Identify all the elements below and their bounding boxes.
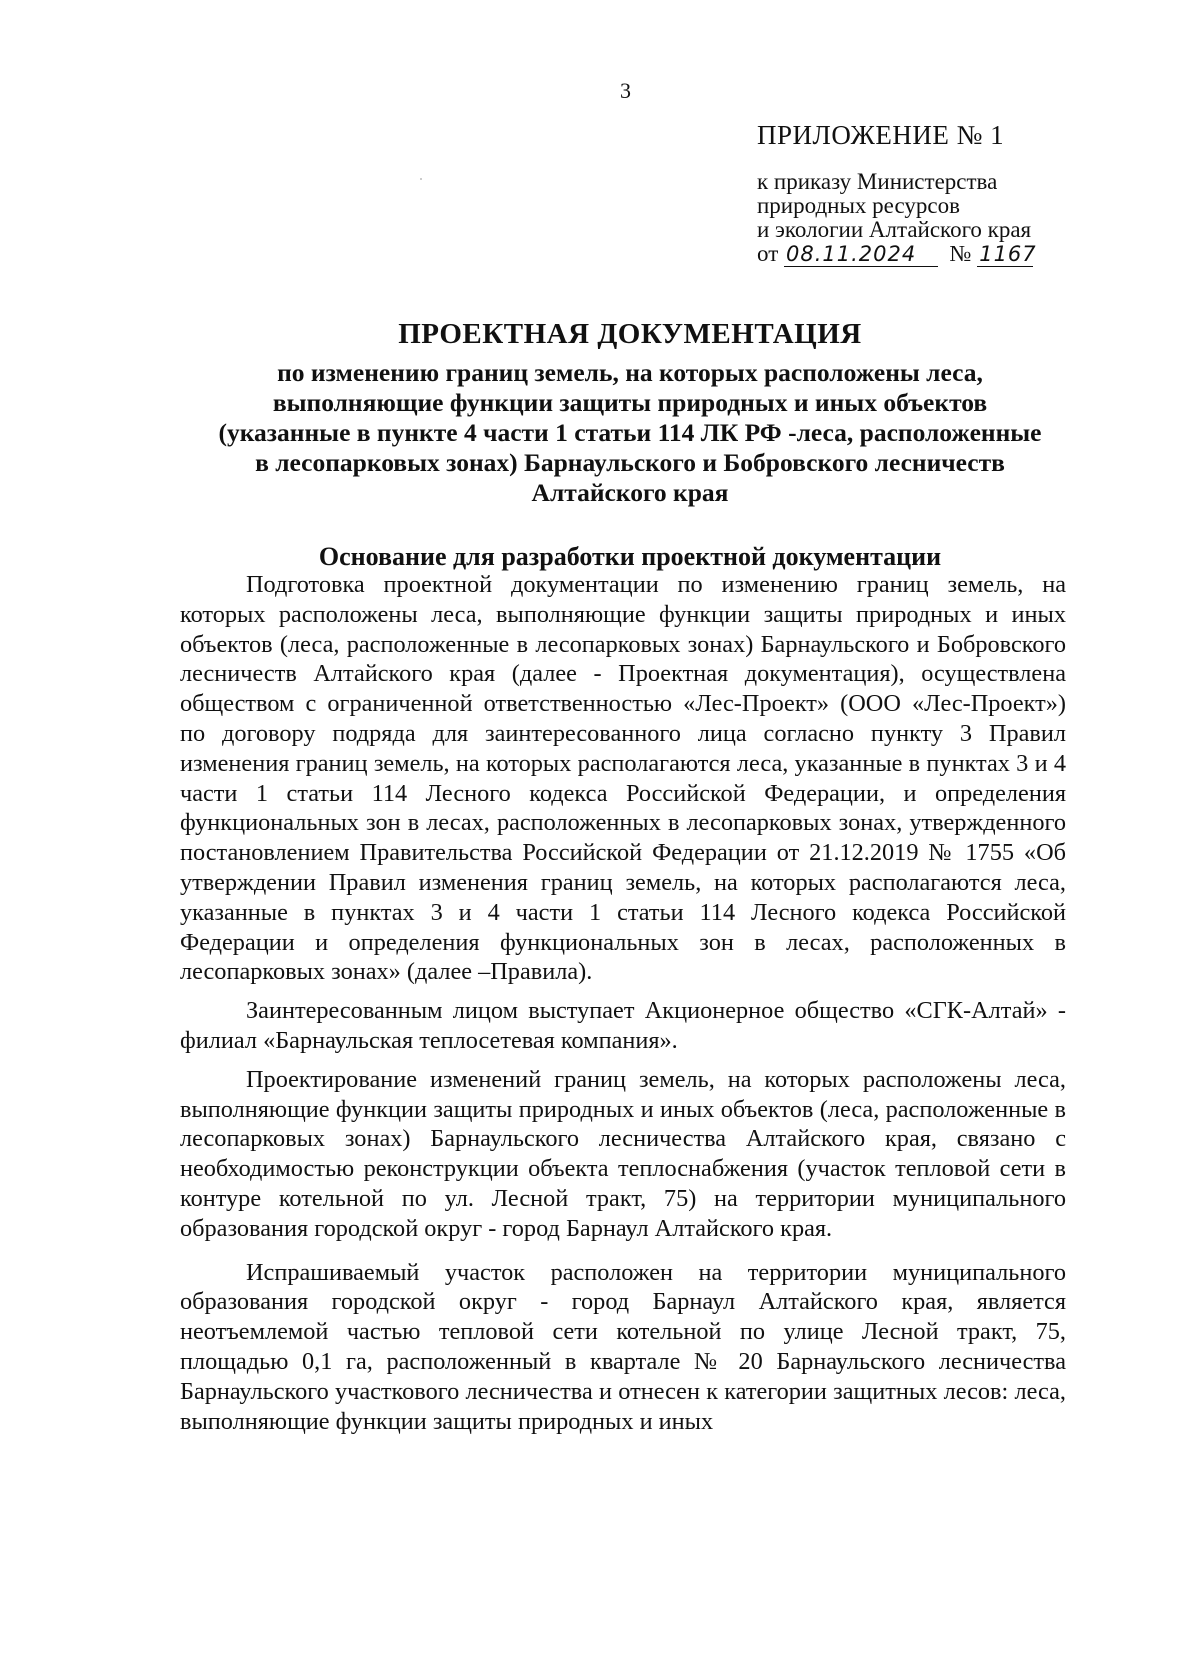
subtitle-line: по изменению границ земель, на которых расположены леса,	[277, 358, 983, 387]
subtitle-line: (указанные в пункте 4 части 1 статьи 114 ЛК РФ -леса, расположенные	[218, 418, 1042, 447]
appendix-date-line	[757, 242, 1087, 267]
subtitle-line: в лесопарковых зонах) Барнаульского и Бобровского лесничеств	[255, 448, 1005, 477]
appendix-line-3: и экологии Алтайского края	[757, 217, 1032, 242]
document-subtitle	[150, 358, 1110, 508]
appendix-line-2: природных ресурсов	[757, 193, 960, 218]
paragraph: Проектирование изменений границ земель, на которых расположены леса, выполняющие функции защиты природных и иных объектов (леса, расположенные в лесопарковых зонах) Барнаульского лесничества Алтайского края, связано с необходимостью реконструкции объекта теплоснабжения (участок тепловой сети в контуре котельной по ул. Лесной тракт, 75) на территории муниципального образования городской округ - город Барнаул Алтайского края.	[180, 1065, 1066, 1242]
section-heading: Основание для разработки проектной документации	[318, 542, 942, 571]
paragraph: Испрашиваемый участок расположен на территории муниципального образования городской округ - город Барнаул Алтайского края, является неотъемлемой частью тепловой сети котельной по улице Лесной тракт, 75, площадью 0,1 га, расположенный в квартале № 20 Барнаульского лесничества Барнаульского участкового лесничества и отнесен к категории защитных лесов: леса, выполняющие функции защиты природных и иных	[180, 1258, 1066, 1435]
appendix-reference	[757, 170, 1087, 267]
paragraph: Заинтересованным лицом выступает Акционерное общество «СГК-Алтай» - филиал «Барнаульская теплосетевая компания».	[180, 997, 1066, 1054]
handwritten-date: 08.11.2024	[784, 242, 938, 267]
appendix-title: ПРИЛОЖЕНИЕ № 1	[757, 120, 1005, 150]
date-prefix: от	[757, 241, 779, 266]
subtitle-line: выполняющие функции защиты природных и иных объектов	[272, 388, 988, 417]
page-number: 3	[620, 78, 631, 103]
scan-speck	[420, 178, 422, 180]
number-prefix: №	[949, 241, 972, 266]
appendix-line-1: к приказу Министерства	[757, 169, 998, 194]
handwritten-number: 1167	[979, 242, 1037, 266]
body-text	[180, 570, 1066, 1436]
subtitle-line: Алтайского края	[531, 478, 729, 507]
paragraph: Подготовка проектной документации по изменению границ земель, на которых расположены леса, выполняющие функции защиты природных и иных объектов (леса, расположенные в лесопарковых зонах) Барнаульского и Бобровского лесничеств Алтайского края (далее - Проектная документация), осуществлена обществом с ограниченной ответственностью «Лес-Проект» (ООО «Лес-Проект») по договору подряда для заинтересованного лица согласно пункту 3 Правил изменения границ земель, на которых располагаются леса, указанные в пунктах 3 и 4 части 1 статьи 114 Лесного кодекса Российской Федерации, и определения функциональных зон в лесах, расположенных в лесопарковых зонах, утвержденного постановлением Правительства Российской Федерации от 21.12.2019 № 1755 «Об утверждении Правил изменения границ земель, на которых располагаются леса, указанные в пунктах 3 и 4 части 1 статьи 114 Лесного кодекса Российской Федерации и определения функциональных зон в лесах, расположенных в лесопарковых зонах» (далее –Правила).	[180, 571, 1066, 986]
document-title: ПРОЕКТНАЯ ДОКУМЕНТАЦИЯ	[398, 318, 862, 350]
